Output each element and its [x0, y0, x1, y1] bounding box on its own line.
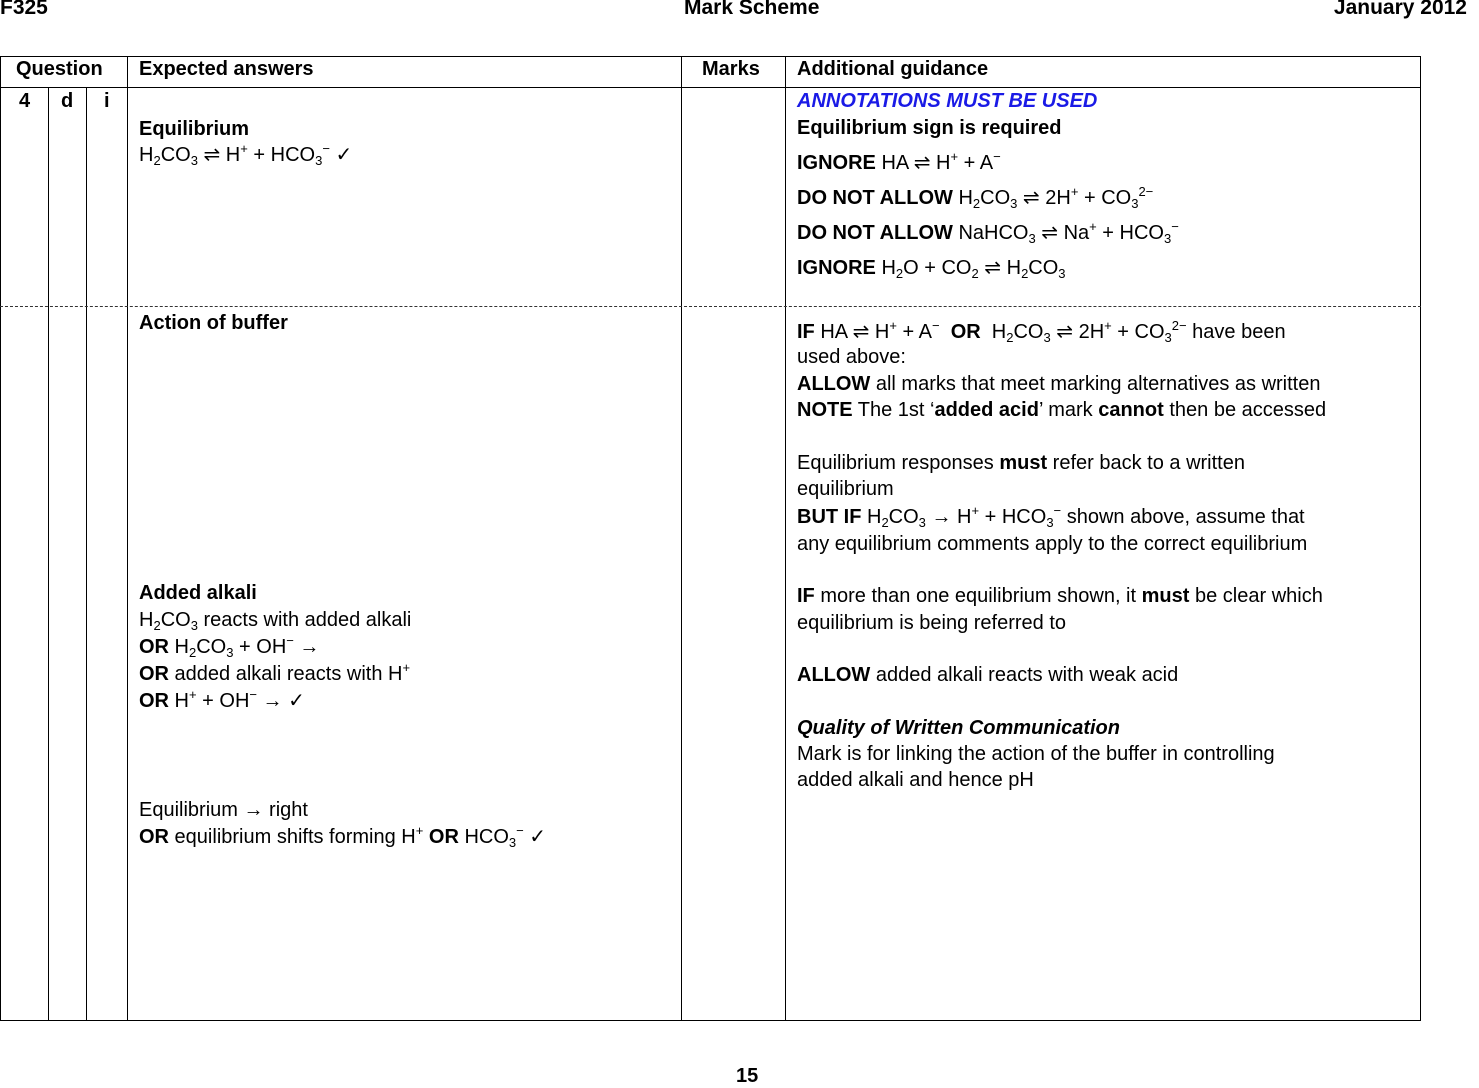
guidance-allow-all: ALLOW all marks that meet marking alternatives as written [797, 373, 1321, 395]
guidance-not-allow-nahco3: DO NOT ALLOW NaHCO$_3$ ⇌ $Na^+ + HCO_3^-$ [797, 219, 1179, 246]
guidance-note: NOTE The 1st ‘added acid’ mark cannot then be accessed [797, 399, 1327, 421]
header-left: F325 [0, 0, 48, 19]
equilibrium-title: Equilibrium [139, 118, 249, 140]
guidance-ignore-ha: IGNORE HA ⇌ H+ + A− [797, 149, 1001, 174]
guidance-eq-responses: Equilibrium responses must refer back to a written [797, 452, 1245, 474]
guidance-if-used: IF HA ⇌ H+ + A− OR $H_2CO_3$ ⇌ $2H^+ + CO_3^{2-}$ have been [797, 318, 1286, 345]
guidance-more-than-one: IF more than one equilibrium shown, it must be clear which [797, 585, 1323, 607]
row-divider [0, 306, 1421, 307]
question-part: d [61, 90, 74, 112]
action-of-buffer-title: Action of buffer [139, 312, 288, 334]
alkali-line-1: $H_2CO_3$ reacts with added alkali [139, 609, 412, 633]
question-subpart: i [104, 90, 110, 112]
qwc-line-2: added alkali and hence pH [797, 769, 1034, 791]
tick-mark: ✓ [288, 690, 305, 712]
column-header-expected: Expected answers [139, 58, 314, 80]
guidance-but-if: BUT IF $H_2CO_3 \to H^+ + HCO_3^-$ shown above, assume that [797, 503, 1305, 530]
guidance-allow-weak-acid: ALLOW added alkali reacts with weak acid [797, 664, 1179, 686]
column-header-marks: Marks [702, 58, 760, 80]
equilibrium-right: Equilibrium → right [139, 799, 308, 821]
column-header-guidance: Additional guidance [797, 58, 989, 80]
equilibrium-equation: $H_2CO_3$ ⇌ $H^+ + HCO_3^-$ ✓ [139, 141, 353, 168]
equilibrium-sign-required: Equilibrium sign is required [797, 117, 1062, 139]
annotations-notice: ANNOTATIONS MUST BE USED [797, 90, 1098, 112]
header-right: January 2012 [1333, 0, 1467, 19]
alkali-line-4: OR H+ + OH− → ✓ [139, 687, 305, 712]
tick-mark: ✓ [529, 826, 547, 848]
guidance-ignore-h2o: IGNORE $H_2O + CO_2$ ⇌ $H_2CO_3$ [797, 257, 1066, 281]
question-number: 4 [19, 90, 31, 112]
added-alkali-title: Added alkali [139, 582, 257, 604]
header-center: Mark Scheme [684, 0, 820, 19]
guidance-not-allow-co3: DO NOT ALLOW $H_2CO_3$ ⇌ $2H^+ + CO_3^{2-}$ [797, 184, 1154, 211]
column-header-question: Question [16, 58, 103, 80]
guidance-referred: equilibrium is being referred to [797, 612, 1067, 634]
qwc-title: Quality of Written Communication [797, 717, 1120, 739]
alkali-line-2: OR $H_2CO_3 + OH^-$ → [139, 633, 320, 660]
guidance-used-above: used above: [797, 346, 906, 368]
guidance-any-eq: any equilibrium comments apply to the correct equilibrium [797, 533, 1308, 555]
equilibrium-shift: OR equilibrium shifts forming H+ OR $HCO_3^-$ ✓ [139, 823, 547, 850]
tick-mark: ✓ [335, 144, 353, 166]
alkali-line-3: OR added alkali reacts with H+ [139, 660, 411, 685]
guidance-eq-responses-2: equilibrium [797, 478, 894, 500]
qwc-line-1: Mark is for linking the action of the buffer in controlling [797, 743, 1275, 765]
page-number: 15 [736, 1065, 759, 1087]
